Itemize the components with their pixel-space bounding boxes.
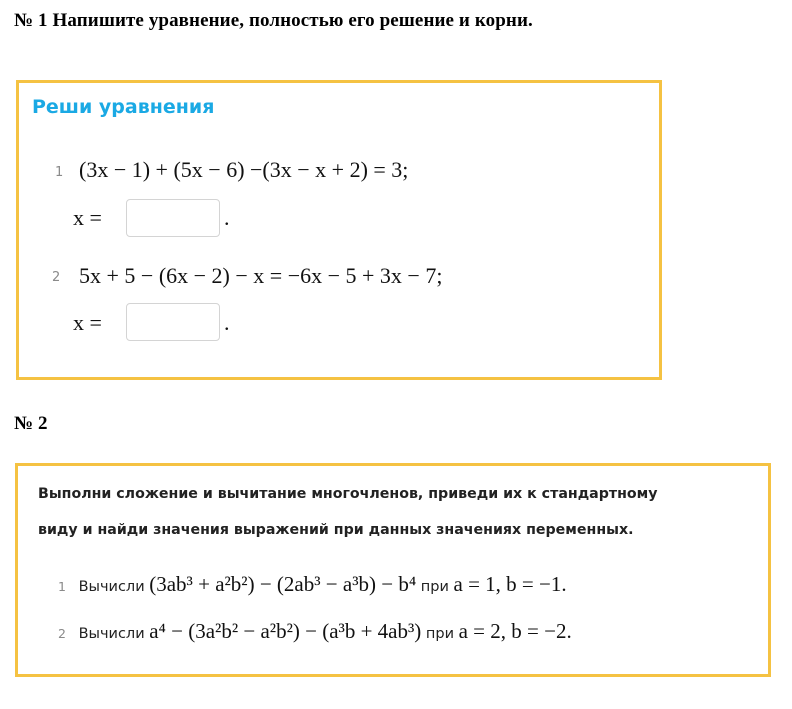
item-condition-word: при [425,626,454,642]
calc-item-2 [58,619,572,644]
task2-heading: № 2 [14,413,48,434]
card-title: Реши уравнения [32,96,215,118]
item-condition: a = 1, b = −1. [453,572,567,596]
problem-number: 1 [55,165,64,180]
item-condition: a = 2, b = −2. [458,619,572,643]
item-verb: Вычисли [78,626,145,642]
problem-number: 2 [52,270,61,285]
answer-period: . [224,205,230,230]
item-expression: a⁴ − (3a²b² − a²b²) − (a³b + 4ab³) [149,619,422,643]
polynomials-card [15,463,771,677]
calc-item-1 [58,572,567,597]
task1-heading: № 1 Напишите уравнение, полностью его решение и корни. [14,10,533,31]
answer-period: . [224,310,230,335]
item-condition-word: при [420,579,449,595]
answer-label: x = [73,205,102,230]
equation-2: 5x + 5 − (6x − 2) − x = −6x − 5 + 3x − 7; [79,263,443,288]
item-number: 1 [58,579,66,594]
item-number: 2 [58,626,66,641]
answer-input-2[interactable] [126,303,220,341]
answer-label: x = [73,310,102,335]
equations-card [16,80,662,380]
instruction-line-1: Выполни сложение и вычитание многочленов, приведи их к стандартному [38,486,658,502]
item-expression: (3ab³ + a²b²) − (2ab³ − a³b) − b⁴ [149,572,417,596]
answer-input-1[interactable] [126,199,220,237]
item-verb: Вычисли [78,579,145,595]
instruction-line-2: виду и найди значения выражений при данных значениях переменных. [38,522,634,538]
equation-1: (3x − 1) + (5x − 6) −(3x − x + 2) = 3; [79,157,409,182]
